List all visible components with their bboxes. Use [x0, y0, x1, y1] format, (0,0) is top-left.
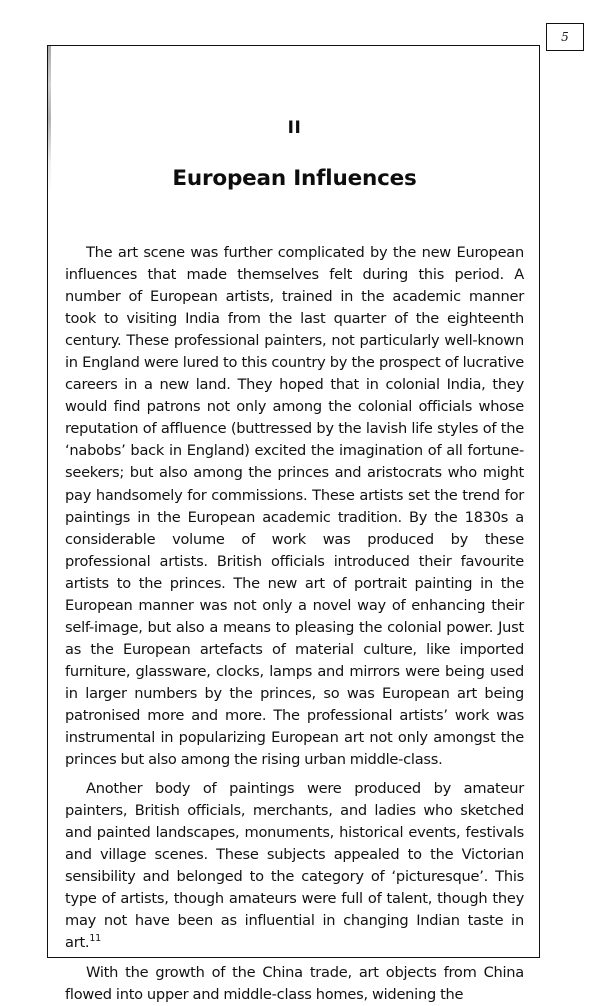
paragraph: The art scene was further complicated by the new European influences that made themselves felt during this period. A number of European artists, trained in the academic manner took to visiting India from the last quarter of the eighteenth century. These professional painters, not particularly well-known in England were lured to this country by the prospect of lucrative careers in a new land. They hoped that in colonial India, they would find patrons not only among the colonial officials whose reputation of affluence (buttressed by the lavish life styles of the ‘nabobs’ back in England) excited the imagination of all fortune-seekers; but also among the princes and aristocrats who might pay handsomely for commissions. These artists set the trend for paintings in the European academic tradition. By the 1830s a considerable volume of work was produced by these professional artists. British officials introduced their favourite artists to the princes. The new art of portrait painting in the European manner was not only a novel way of enhancing their self-image, but also a means to pleasing the colonial power. Just as the European artefacts of material culture, like imported furniture, glassware, clocks, lamps and mirrors were being used in larger numbers by the princes, so was European art being patronised more and more. The professional artists’ work was instrumental in popularizing European art not only amongst the princes but also among the rising urban middle-class.	[65, 244, 524, 769]
page-number: 5	[561, 30, 569, 44]
chapter-title: European Influences	[172, 166, 417, 191]
page-number-box	[546, 23, 584, 51]
scan-edge-artifact	[48, 46, 51, 196]
body-text	[65, 242, 524, 1006]
footnote-marker: 11	[89, 933, 101, 945]
page-content-area	[64, 46, 525, 1003]
chapter-numeral: II	[287, 118, 302, 138]
page-frame	[47, 45, 540, 1003]
paragraph-with-footnote	[65, 778, 524, 954]
paragraph: With the growth of the China trade, art objects from China flowed into upper and middle-class homes, widening the	[65, 963, 524, 1003]
paragraph-text: Another body of paintings were produced by amateur painters, British officials, merchants, and ladies who sketched and painted landscapes, monuments, historical events, festivals and village scenes. These subjects appealed to the Victorian sensibility and belonged to the category of ‘picturesque’. This type of artists, though amateurs were full of talent, though they may not have been as influential in changing Indian taste in art.	[65, 780, 524, 952]
